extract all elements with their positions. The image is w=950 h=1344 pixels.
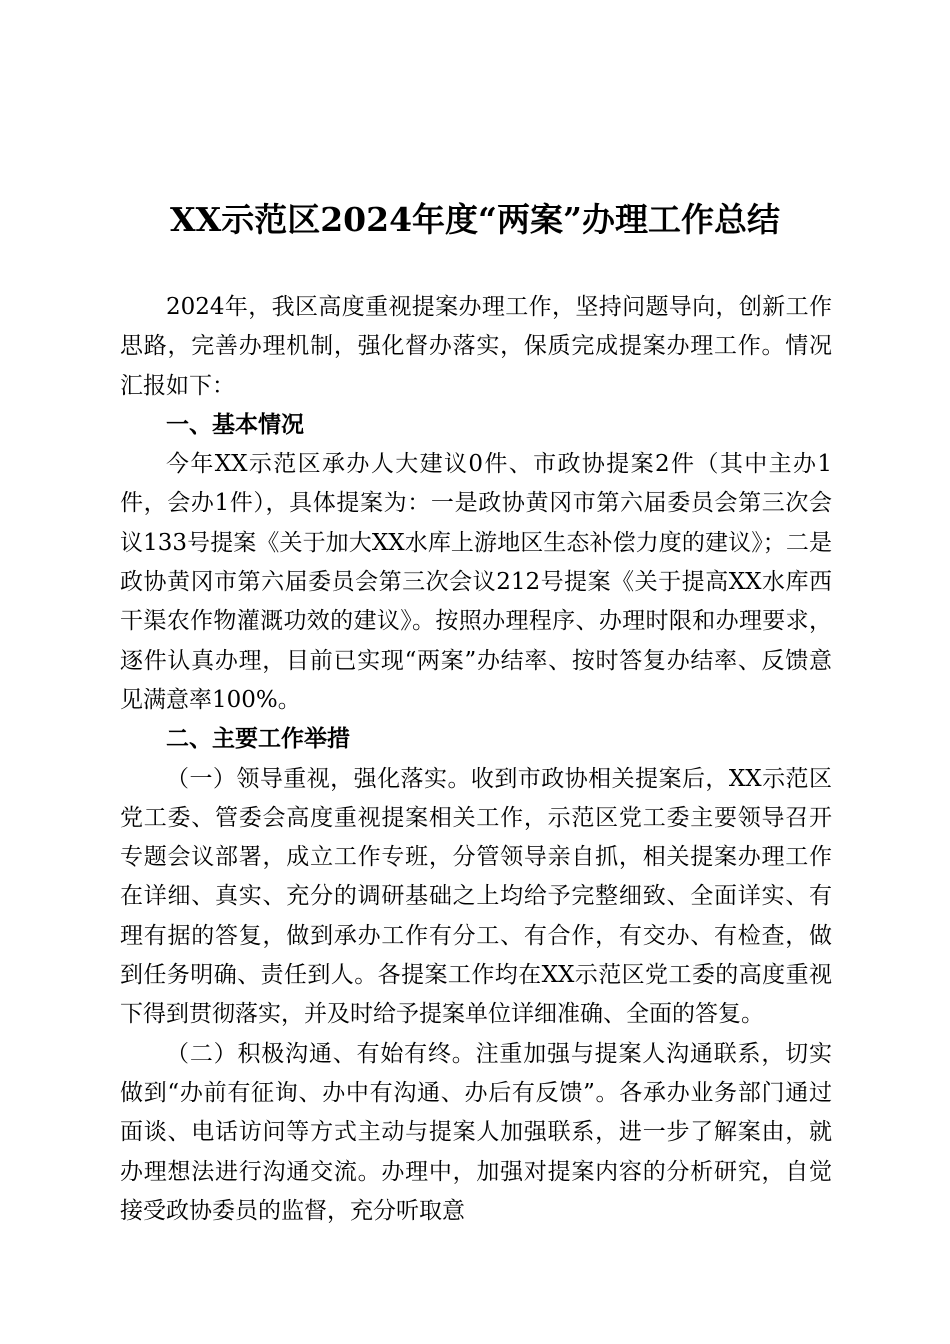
measure-paragraph-communication: （二）积极沟通、有始有终。注重加强与提案人沟通联系，切实做到“办前有征询、办中有沟通、办后有反馈”。各承办业务部门通过面谈、电话访问等方式主动与提案人加强联系，进一步了解案由，就办理想法进行沟通交流。办理中，加强对提案内容的分析研究，自觉接受政协委员的监督，充分听取意 <box>120 1040 832 1224</box>
document-title: XX示范区2024年度“两案”办理工作总结 <box>169 200 781 239</box>
basic-situation-paragraph: 今年XX示范区承办人大建议0件、市政协提案2件（其中主办1件，会办1件），具体提案为：一是政协黄冈市第六届委员会第三次会议133号提案《关于加大XX水库上游地区生态补偿力度的建议》；二是政协黄冈市第六届委员会第三次会议212号提案《关于提高XX水库西干渠农作物灌溉功效的建议》。按照办理程序、办理时限和办理要求，逐件认真办理，目前已实现“两案”办结率、按时答复办结率、反馈意见满意率100%。 <box>120 451 832 713</box>
intro-paragraph: 2024年，我区高度重视提案办理工作，坚持问题导向，创新工作思路，完善办理机制，强化督办落实，保质完成提案办理工作。情况汇报如下： <box>120 294 832 399</box>
measure-paragraph-leadership: （一）领导重视，强化落实。收到市政协相关提案后，XX示范区党工委、管委会高度重视提案相关工作，示范区党工委主要领导召开专题会议部署，成立工作专班，分管领导亲自抓，相关提案办理工作在详细、真实、充分的调研基础之上均给予完整细致、全面详实、有理有据的答复，做到承办工作有分工、有合作，有交办、有检查，做到任务明确、责任到人。各提案工作均在XX示范区党工委的高度重视下得到贯彻落实，并及时给予提案单位详细准确、全面的答复。 <box>120 765 832 1028</box>
document-body <box>120 288 832 1231</box>
section-heading-basic-situation: 一、基本情况 <box>166 411 304 438</box>
section-heading-main-measures: 二、主要工作举措 <box>166 726 350 753</box>
